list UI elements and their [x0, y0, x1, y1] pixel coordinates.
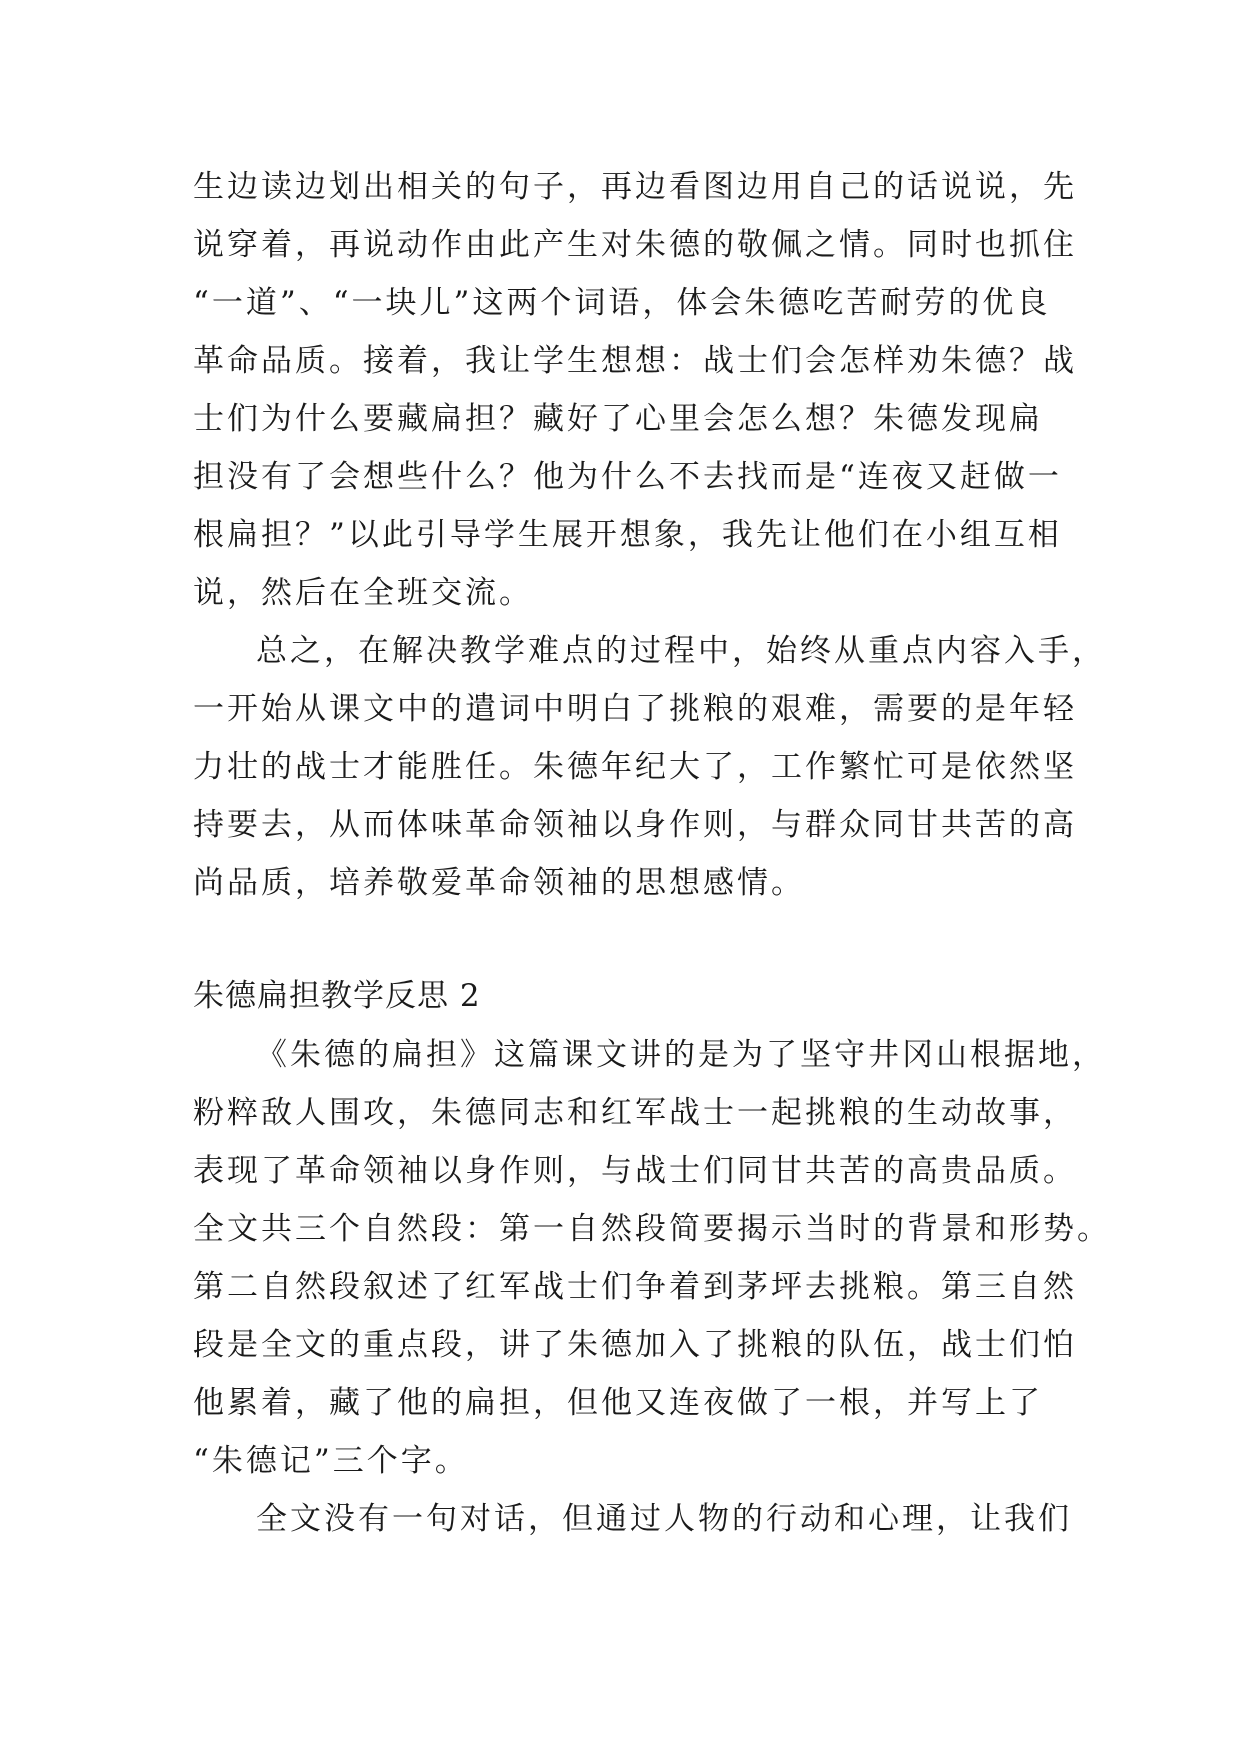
text-line: 尚品质，培养敬爱革命领袖的思想感情。 — [193, 865, 805, 901]
text-line: “朱德记”三个字。 — [193, 1443, 469, 1479]
text-line: 生边读边划出相关的句子，再边看图边用自己的话说说，先 — [193, 169, 1077, 205]
text-line: 他累着，藏了他的扁担，但他又连夜做了一根，并写上了 — [193, 1385, 1043, 1421]
text-line: 一开始从课文中的遣词中明白了挑粮的艰难，需要的是年轻 — [193, 691, 1077, 727]
text-line: 全文共三个自然段：第一自然段简要揭示当时的背景和形势。 — [193, 1211, 1111, 1247]
text-line: 第二自然段叙述了红军战士们争着到茅坪去挑粮。第三自然 — [193, 1269, 1077, 1305]
text-line: 《朱德的扁担》这篇课文讲的是为了坚守井冈山根据地， — [256, 1037, 1106, 1073]
text-line: 持要去，从而体味革命领袖以身作则，与群众同甘共苦的高 — [193, 807, 1077, 843]
text-line: 根扁担？”以此引导学生展开想象，我先让他们在小组互相 — [193, 517, 1062, 553]
text-line: 全文没有一句对话，但通过人物的行动和心理，让我们 — [256, 1501, 1072, 1537]
text-line: 士们为什么要藏扁担？藏好了心里会怎么想？朱德发现扁 — [193, 401, 1043, 437]
text-line: 担没有了会想些什么？他为什么不去找而是“连夜又赶做一 — [193, 459, 1062, 495]
text-line: 说穿着，再说动作由此产生对朱德的敬佩之情。同时也抓住 — [193, 227, 1077, 263]
text-line: “一道”、“一块儿”这两个词语，体会朱德吃苦耐劳的优良 — [193, 285, 1051, 321]
text-line: 说，然后在全班交流。 — [193, 575, 533, 611]
section-heading: 朱德扁担教学反思 2 — [193, 978, 481, 1014]
text-line: 革命品质。接着，我让学生想想：战士们会怎样劝朱德？战 — [193, 343, 1077, 379]
text-line: 粉粹敌人围攻，朱德同志和红军战士一起挑粮的生动故事， — [193, 1095, 1077, 1131]
text-line: 表现了革命领袖以身作则，与战士们同甘共苦的高贵品质。 — [193, 1153, 1077, 1189]
text-line: 段是全文的重点段，讲了朱德加入了挑粮的队伍，战士们怕 — [193, 1327, 1077, 1363]
text-line: 力壮的战士才能胜任。朱德年纪大了，工作繁忙可是依然坚 — [193, 749, 1077, 785]
text-line: 总之，在解决教学难点的过程中，始终从重点内容入手， — [256, 633, 1106, 669]
